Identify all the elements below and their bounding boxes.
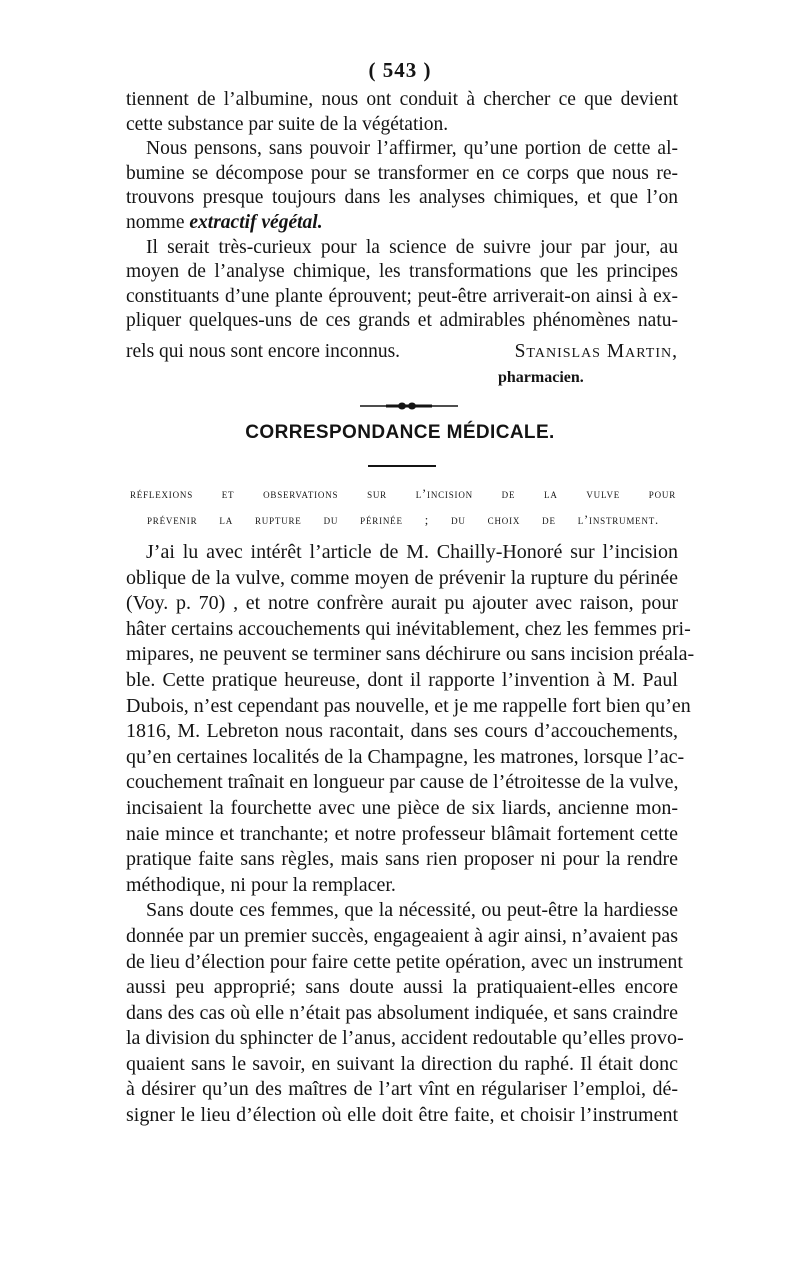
article-subheading: réflexions et observations sur l’incision de la vulve pour (130, 487, 676, 501)
text-prefix: nomme (126, 211, 190, 233)
text-line: hâter certains accouchements qui inévitablement, chez les femmes pri- (126, 617, 691, 640)
text-line: de lieu d’élection pour faire cette petite opération, avec un instrument (126, 950, 683, 973)
text-line: 1816, M. Lebreton nous racontait, dans ses cours d’accouchements, (126, 720, 678, 743)
text-line: mipares, ne peuvent se terminer sans déchirure ou sans incision préala- (126, 643, 695, 666)
author-role: pharmacien. (498, 369, 584, 386)
article-body (126, 540, 695, 1129)
text-line: Dubois, n’est cependant pas nouvelle, et je me rappelle fort bien qu’en (126, 694, 691, 717)
continued-article-text (126, 88, 678, 334)
heading-rule (368, 465, 436, 467)
text-line: rels qui nous sont encore inconnus. (126, 341, 401, 362)
ornament-divider (360, 400, 458, 412)
text-line: à désirer qu’un des maîtres de l’art vînt en régulariser l’emploi, dé- (126, 1078, 678, 1101)
text-line (126, 211, 678, 236)
text-line: Nous pensons, sans pouvoir l’affirmer, qu’une portion de cette al- (146, 138, 678, 160)
text-line: pratique faite sans règles, mais sans rien proposer ni pour la rendre (126, 848, 678, 871)
text-line: Sans doute ces femmes, que la nécessité, ou peut-être la hardiesse (146, 899, 678, 922)
text-line: moyen de l’analyse chimique, les transformations que les principes (126, 261, 678, 283)
author-signature: Stanislas Martin, (514, 341, 678, 362)
text-line: constituants d’une plante éprouvent; peut-être arriverait-on ainsi à ex- (126, 285, 678, 307)
text-line: aussi peu approprié; sans doute aussi la pratiquaient-elles encore (126, 976, 678, 999)
text-line: bumine se décompose pour se transformer en ce corps que nous re- (126, 162, 678, 184)
signature-line (126, 339, 678, 365)
text-line: oblique de la vulve, comme moyen de prévenir la rupture du périnée (126, 566, 678, 589)
text-line: tiennent de l’albumine, nous ont conduit à chercher ce que devient (126, 89, 678, 110)
text-line: méthodique, ni pour la remplacer. (126, 873, 396, 896)
text-line: la division du sphincter de l’anus, accident redoutable qu’elles provo- (126, 1027, 684, 1050)
text-line: couchement traînait en longueur par cause de l’étroitesse de la vulve, (126, 771, 679, 794)
text-line: incisaient la fourchette avec une pièce de six liards, ancienne mon- (126, 796, 678, 819)
text-line: quaient sans le savoir, en suivant la direction du raphé. Il était donc (126, 1052, 678, 1075)
text-line: ble. Cette pratique heureuse, dont il rapporte l’invention à M. Paul (126, 668, 678, 691)
text-line: cette substance par suite de la végétation. (126, 113, 449, 135)
text-line: (Voy. p. 70) , et notre confrère aurait pu ajouter avec raison, pour (126, 592, 678, 615)
text-line: pliquer quelques-uns de ces grands et admirables phénomènes natu- (126, 310, 678, 332)
text-line: Il serait très-curieux pour la science de suivre jour par jour, au (146, 236, 678, 258)
text-line: signer le lieu d’élection où elle doit être faite, et choisir l’instrument (126, 1104, 678, 1127)
text-line: qu’en certaines localités de la Champagne, les matrones, lorsque l’ac- (126, 745, 685, 768)
text-line: naie mince et tranchante; et notre professeur blâmait fortement cette (126, 822, 678, 845)
text-line: dans des cas où elle n’était pas absolument indiquée, et sans craindre (126, 1001, 678, 1024)
text-line: J’ai lu avec intérêt l’article de M. Chailly-Honoré sur l’incision (146, 541, 678, 563)
article-subheading: prévenir la rupture du périnée ; du choix de l’instrument. (147, 513, 659, 527)
page-number: ( 543 ) (368, 58, 432, 82)
section-heading: CORRESPONDANCE MÉDICALE. (245, 422, 555, 443)
text-line: donnée par un premier succès, engageaient à agir ainsi, n’avaient pas (126, 924, 678, 947)
italic-term: extractif végétal. (189, 211, 323, 233)
text-line: trouvons presque toujours dans les analyses chimiques, et que l’on (126, 187, 678, 209)
